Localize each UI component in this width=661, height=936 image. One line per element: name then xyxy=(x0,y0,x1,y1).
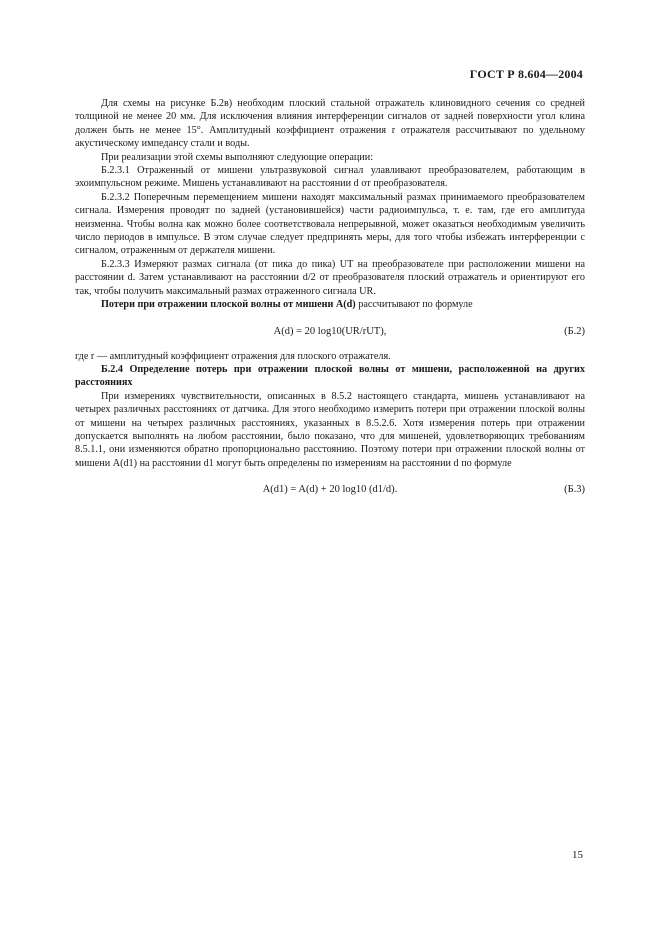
page-number: 15 xyxy=(572,849,583,861)
paragraph-figure-b2v: Для схемы на рисунке Б.2в) необходим плоский стальной отражатель клиновидного сечения со средней толщиной не менее 20 мм. Для исключения влияния интерференции сигналов от задней поверхности угол клина должен быть не менее 15°. Амплитудный коэффициент отражения r отражателя рассчитывают по удельному акустическому импедансу стали и воды. xyxy=(75,98,585,150)
paragraph-b233: Б.2.3.3 Измеряют размах сигнала (от пика до пика) UT на преобразователе при расположении мишени на расстоянии d. Затем устанавливают на расстоянии d/2 от преобразователя плоский отражатель и ориентируют его так, чтобы получить максимальный размах отраженного сигнала UR. xyxy=(75,258,585,297)
paragraph-operations-intro: При реализации этой схемы выполняют следующие операции: xyxy=(101,151,374,163)
formula-b3-number: (Б.3) xyxy=(564,484,585,496)
paragraph-b231: Б.2.3.1 Отраженный от мишени ультразвуковой сигнал улавливают преобразователем, работающим в эхоимпульсном режиме. Мишень устанавливают на расстоянии d от преобразователя. xyxy=(75,165,585,190)
formula-b2-number: (Б.2) xyxy=(564,325,585,337)
formula-b3 xyxy=(75,480,585,502)
formula-b3-expression: A(d1) = A(d) + 20 log10 (d1/d). xyxy=(262,484,398,496)
loss-term: Потери при отражении плоской волны от мишени A(d) xyxy=(101,299,356,311)
paragraph-where-r: где r — амплитудный коэффициент отражения для плоского отражателя. xyxy=(75,350,391,362)
formula-b2-expression: A(d) = 20 log10(UR/rUT), xyxy=(273,325,387,337)
paragraph-sensitivity: При измерениях чувствительности, описанных в 8.5.2 настоящего стандарта, мишень устанавливают на четырех различных расстояниях от датчика. Для этого необходимо измерить потери при отражении плоской волны от мишени на четырех различных расстояниях, указанных в 8.5.2.6. Хотя измерения потерь при отражении допускается выполнять на любом расстоянии, было показано, что для мишеней, удовлетворяющих требованиям 8.5.1.1, они изменяются обратно пропорционально расстоянию. Поэтому потери при отражении плоской волны от мишени A(d1) на расстоянии d1 могут быть определены по измерениям на расстоянии d по формуле xyxy=(75,390,585,469)
loss-formula-intro-rest: рассчитывают по формуле xyxy=(355,299,473,311)
section-heading-b24: Б.2.4 Определение потерь при отражении плоской волны от мишени, расположенной на других расстояниях xyxy=(75,363,585,389)
paragraph-b232: Б.2.3.2 Поперечным перемещением мишени находят максимальный размах принимаемого преобразователем сигнала. Измерения проводят по задней (установившейся) части радиоимпульса, т. е. там, где его амплитуда неизменна. Чтобы волна как можно более соответствовала непрерывной, может оказаться необходимым увеличить число периодов в импульсе. В этом случае следует предпринять меры, для того чтобы избежать интерференции с сигналом, отраженным от держателя мишени. xyxy=(75,191,585,257)
formula-b2 xyxy=(75,322,585,344)
paragraph-loss-formula-intro xyxy=(75,298,585,311)
document-header: ГОСТ Р 8.604—2004 xyxy=(469,67,583,81)
document-body xyxy=(75,97,585,508)
